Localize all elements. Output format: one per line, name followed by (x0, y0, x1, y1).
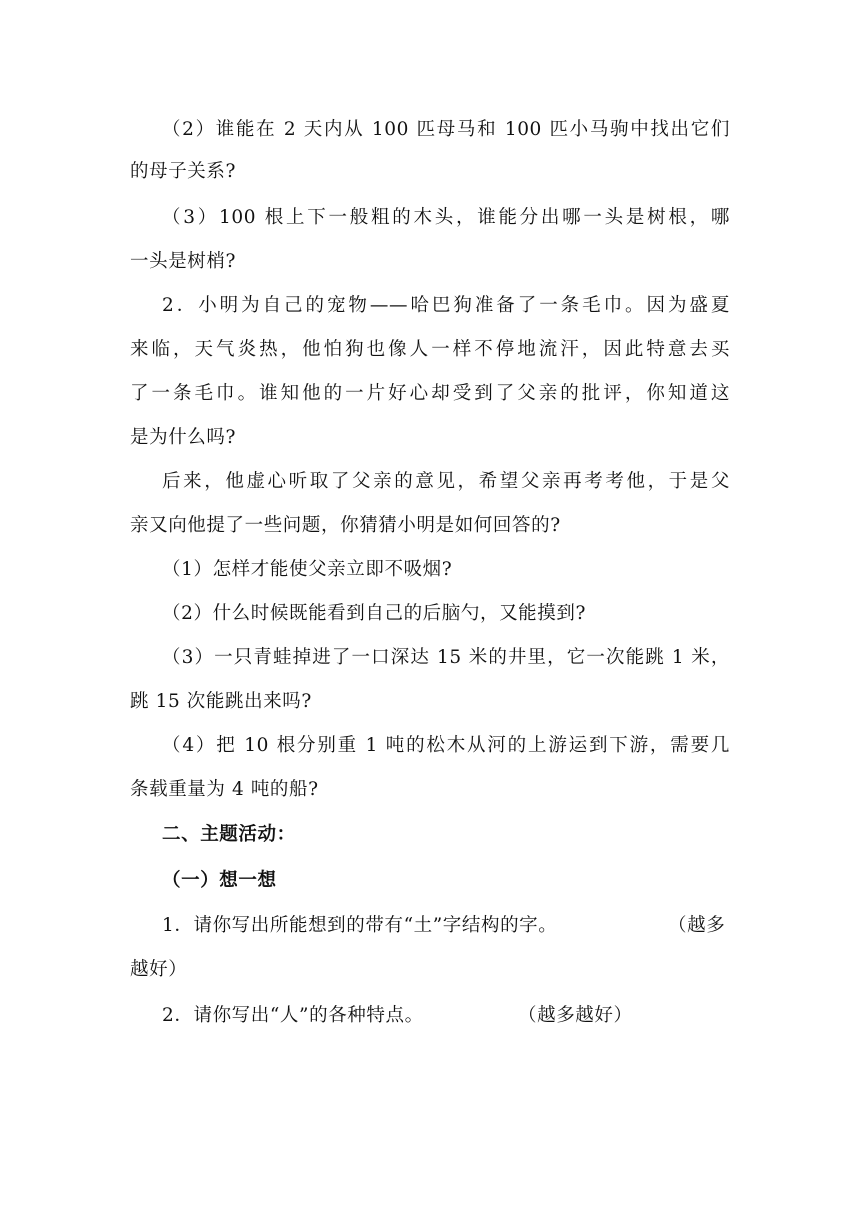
task-2-note: （越多越好） (518, 1005, 633, 1026)
task-1-line-1: 1．请你写出所能想到的带有“土”字结构的字。 (162, 915, 558, 936)
question-2-line-2: 来临，天气炎热，他怕狗也像人一样不停地流汗，因此特意去买 (130, 339, 730, 360)
question-2-line-4: 是为什么吗? (130, 427, 237, 448)
question-1-3-line-2: 一头是树梢? (130, 251, 237, 272)
question-1-3-line-1: （3）100 根上下一般粗的木头，谁能分出哪一头是树根，哪 (162, 207, 730, 228)
followup-paragraph-line-1: 后来，他虚心听取了父亲的意见，希望父亲再考考他，于是父 (162, 471, 730, 492)
task-2: 2．请你写出“人”的各种特点。 (162, 1005, 424, 1026)
section-heading-theme-activity: 二、主题活动： (162, 824, 296, 845)
followup-question-2: （2）什么时候既能看到自己的后脑勺，又能摸到? (162, 603, 586, 624)
task-1-note: （越多 (668, 915, 726, 936)
followup-question-4-line-2: 条载重量为 4 吨的船? (130, 779, 319, 800)
followup-question-3-line-1: （3）一只青蛙掉进了一口深达 15 米的井里，它一次能跳 1 米， (162, 647, 730, 668)
task-1-line-2: 越好） (130, 959, 188, 980)
followup-paragraph-line-2: 亲又向他提了一些问题，你猜猜小明是如何回答的? (130, 515, 561, 536)
question-1-2-line-1: （2）谁能在 2 天内从 100 匹母马和 100 匹小马驹中找出它们 (162, 119, 730, 140)
followup-question-3-line-2: 跳 15 次能跳出来吗? (130, 691, 312, 712)
question-2-line-3: 了一条毛巾。谁知他的一片好心却受到了父亲的批评，你知道这 (130, 383, 730, 404)
question-2-line-1: 2．小明为自己的宠物——哈巴狗准备了一条毛巾。因为盛夏 (162, 295, 730, 316)
followup-question-4-line-1: （4）把 10 根分别重 1 吨的松木从河的上游运到下游，需要几 (162, 735, 730, 756)
followup-question-1: （1）怎样才能使父亲立即不吸烟? (162, 559, 453, 580)
subsection-heading-think: （一）想一想 (162, 870, 277, 891)
question-1-2-line-2: 的母子关系? (130, 161, 237, 182)
